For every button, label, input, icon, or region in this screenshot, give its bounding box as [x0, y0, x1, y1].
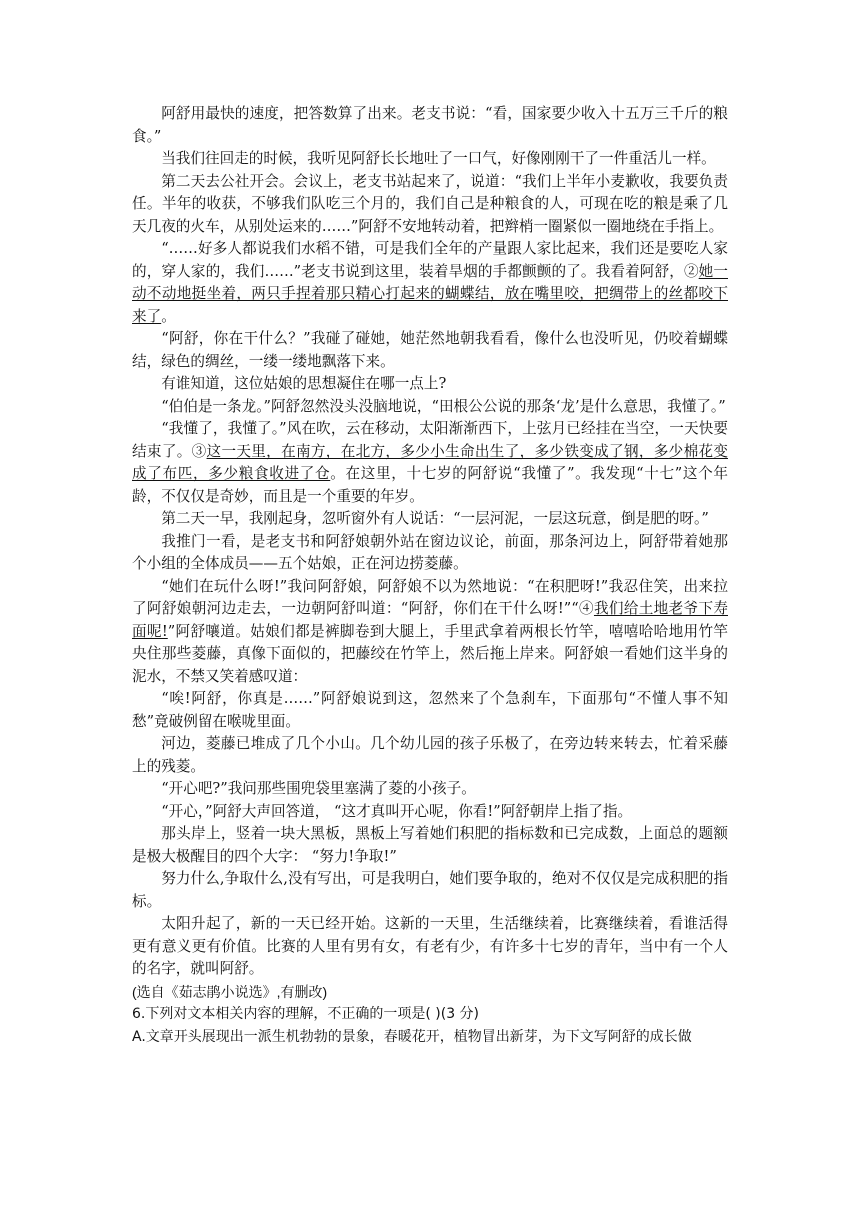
paragraph-p15 — [132, 801, 728, 824]
paragraph-p17 — [132, 868, 728, 913]
text-run: 太阳升起了，新的一天已经开始。这新的一天里，生活继续着，比赛继续着，看谁活得更有意义更有价值。比赛的人里有男有女，有老有少，有许多十七岁的青年，当中有一个人的名字，就叫阿舒。 — [132, 915, 728, 977]
paragraph-p11 — [132, 576, 728, 689]
text-run: (选自《茹志鹃小说选》,有删改) — [132, 983, 328, 1000]
text-run: A.文章开头展现出一派生机勃勃的景象，春暖花开，植物冒出新芽，为下文写阿舒的成长做 — [132, 1028, 692, 1045]
paragraph-p5 — [132, 328, 728, 373]
paragraph-p3 — [132, 171, 728, 239]
paragraph-q6 — [132, 1003, 728, 1026]
paragraph-p6 — [132, 373, 728, 396]
text-run: 。 — [161, 307, 176, 325]
text-run: 当我们往回走的时候，我听见阿舒长长地吐了一口气，好像刚刚干了一件重活儿一样。 — [161, 150, 716, 167]
text-run: “唉!阿舒，你真是……”阿舒娘说到这，忽然来了个急刹车，下面那句“不懂人事不知愁”竟破例留在喉咙里面。 — [132, 690, 728, 730]
text-run: 。在这里，十七岁的阿舒说“我懂了”。我发现“十七”这个年龄，不仅仅是奇妙，而且是一个重要的年岁。 — [132, 465, 728, 505]
text-run: 6.下列对文本相关内容的理解，不正确的一项是( )(3 分) — [132, 1006, 480, 1022]
text-run: 第二天一早，我刚起身，忽听窗外有人说话：“一层河泥，一层这玩意，倒是肥的呀。” — [161, 510, 709, 527]
paragraph-p1 — [132, 103, 728, 148]
paragraph-p18 — [132, 913, 728, 981]
text-run: 我推门一看，是老支书和阿舒娘朝外站在窗边议论，前面，那条河边上，阿舒带着她那个小组的全体成员——五个姑娘，正在河边捞菱藤。 — [132, 532, 728, 572]
paragraph-p8 — [132, 418, 728, 508]
text-run: 那头岸上，竖着一块大黑板，黑板上写着她们积肥的指标数和已完成数，上面总的题额是极大极醒目的四个大字： “努力!争取!” — [132, 825, 728, 865]
text-run: 河边，菱藤已堆成了几个小山。几个幼儿园的孩子乐极了，在旁边转来转去，忙着采藤上的残菱。 — [132, 735, 728, 775]
paragraph-p14 — [132, 778, 728, 801]
text-run: “我懂了，我懂了。”风在吹，云在移动，太阳渐渐西下，上弦月已经挂在当空，一天快要结束了。③ — [132, 420, 728, 460]
paragraph-p16 — [132, 823, 728, 868]
underlined-sentence: 我们给土地老爷下寿面呢! — [132, 600, 728, 640]
text-run: 有谁知道，这位姑娘的思想凝住在哪一点上? — [161, 375, 447, 392]
paragraph-p10 — [132, 531, 728, 576]
paragraph-p2 — [132, 148, 728, 171]
text-run: “开心，”阿舒大声回答道， “这才真叫开心呢，你看!”阿舒朝岸上指了指。 — [161, 802, 633, 820]
text-run: 阿舒用最快的速度，把答数算了出来。老支书说：“看，国家要少收入十五万三千斤的粮食。” — [132, 105, 728, 145]
text-run: 第二天去公社开会。会议上，老支书站起来了，说道：“我们上半年小麦歉收，我要负责任。半年的收获，不够我们队吃三个月的，我们自己是种粮食的人，可现在吃的粮是乘了几天几夜的火车，从别处运来的……”阿舒不安地转动着，把辫梢一圈紧似一圈地绕在手指上。 — [132, 172, 728, 235]
text-run: “……好多人都说我们水稻不错，可是我们全年的产量跟人家比起来，我们还是要吃人家的，穿人家的，我们……”老支书说到这里，装着旱烟的手都颤颤的了。我看着阿舒，② — [132, 240, 728, 280]
text-run: “阿舒，你在干什么？”我碰了碰她，她茫然地朝我看看，像什么也没听见，仍咬着蝴蝶结，绿色的绸丝，一缕一缕地飘落下来。 — [132, 330, 728, 370]
text-run: “伯伯是一条龙。”阿舒忽然没头没脑地说，“田根公公说的那条‘龙’是什么意思，我懂了。” — [161, 397, 726, 415]
text-run: ”阿舒嚷道。姑娘们都是裤脚卷到大腿上，手里武拿着两根长竹竿，嘻嘻哈哈地用竹竿央住那些菱藤，真像下面似的，把藤绞在竹竿上，然后拖上岸来。阿舒娘一看她们这半身的泥水，不禁又笑着感叹道： — [132, 622, 728, 685]
underlined-sentence: 这一天里，在南方，在北方，多少小生命出生了，多少铁变成了钢，多少棉花变成了布匹，多少粮食收进了仓 — [132, 442, 728, 482]
text-run: 努力什么,争取什么,没有写出，可是我明白，她们要争取的，绝对不仅仅是完成积肥的指标。 — [132, 870, 728, 910]
underlined-sentence: 她一动不动地挺坐着，两只手捏着那只精心打起来的蝴蝶结，放在嘴里咬，把绸带上的丝都咬下来了 — [132, 262, 728, 325]
paragraph-p13 — [132, 733, 728, 778]
text-run: “开心吧?”我问那些围兜袋里塞满了菱的小孩子。 — [161, 780, 476, 797]
paragraph-p9 — [132, 508, 728, 531]
paragraph-p7 — [132, 396, 728, 419]
paragraph-p4 — [132, 238, 728, 328]
article-body — [132, 103, 728, 1048]
paragraph-p12 — [132, 688, 728, 733]
text-run: “她们在玩什么呀!”我问阿舒娘，阿舒娘不以为然地说：“在积肥呀!”我忍住笑，出来拉了阿舒娘朝河边走去，一边朝阿舒叫道：“阿舒，你们在干什么呀!”“④ — [132, 577, 728, 617]
paragraph-qa — [132, 1026, 728, 1049]
paragraph-src — [132, 981, 728, 1004]
